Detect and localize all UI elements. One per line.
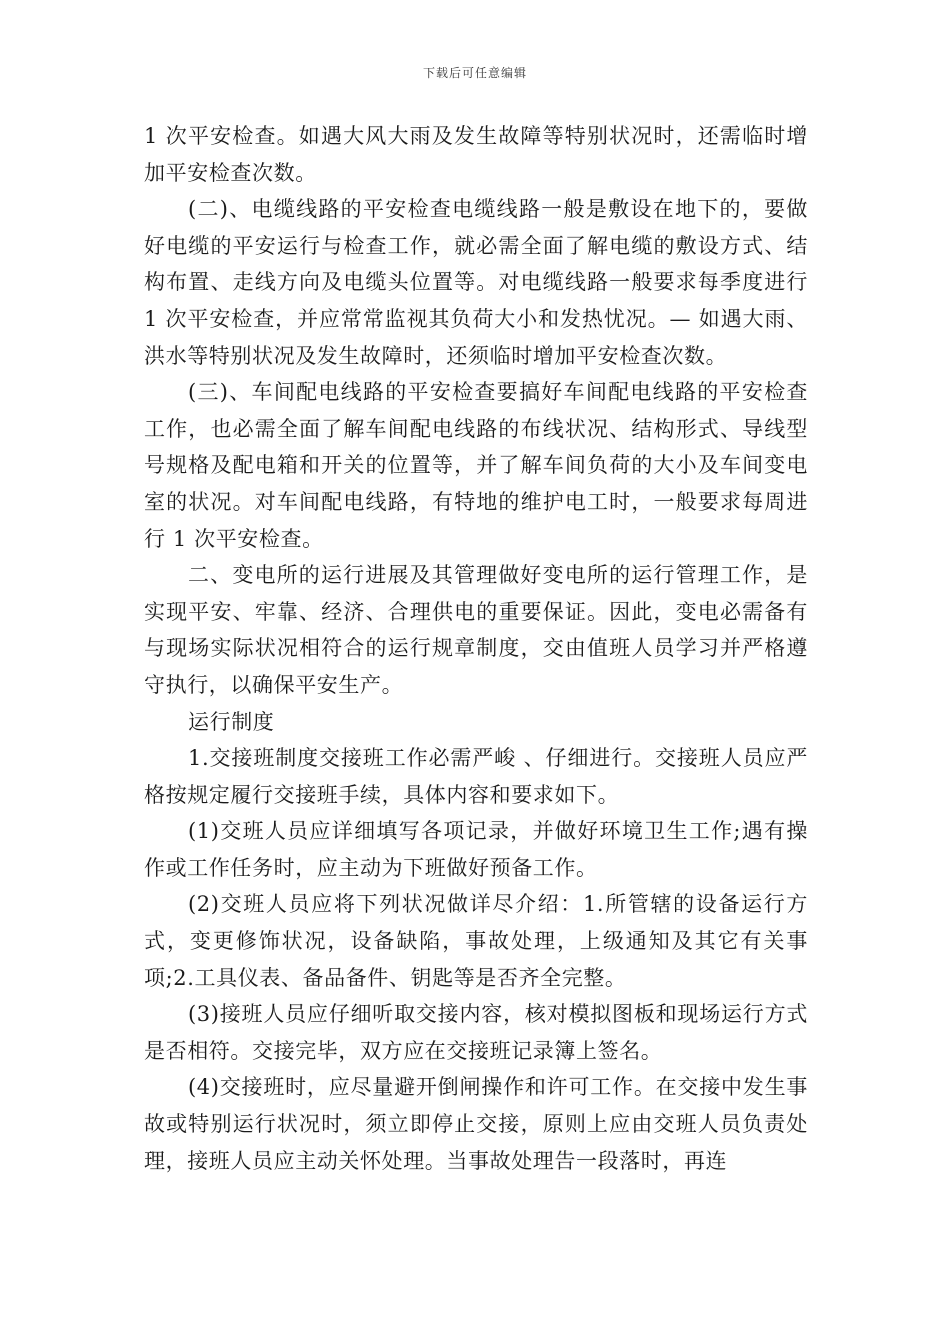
paragraph-4: 二、变电所的运行进展及其管理做好变电所的运行管理工作，是实现平安、牢靠、经济、合理供电的重要保证。因此，变电必需备有与现场实际状况相符合的运行规章制度，交由值班人员学习并严格遵守执行，以确保平安生产。 <box>144 563 808 697</box>
paragraph-1: 1 次平安检查。如遇大风大雨及发生故障等特别状况时，还需临时增加平安检查次数。 <box>144 124 808 185</box>
paragraph-2: (二)、电缆线路的平安检查电缆线路一般是敷设在地下的，要做好电缆的平安运行与检查工作，就必需全面了解电缆的敷设方式、结构布置、走线方向及电缆头位置等。对电缆线路一般要求每季度进行 1 次平安检查，并应常常监视其负荷大小和发热忧况。— 如遇大雨、洪水等特别状况及发生故障时，还须临时增加平安检查次数。 <box>144 197 808 368</box>
paragraph-9: (3)接班人员应仔细听取交接内容，核对模拟图板和现场运行方式是否相符。交接完毕，双方应在交接班记录簿上签名。 <box>144 1002 808 1063</box>
document-body <box>144 118 808 1179</box>
page-header: 下载后可任意编辑 <box>422 66 527 80</box>
paragraph-7: (1)交班人员应详细填写各项记录，并做好环境卫生工作;遇有操作或工作任务时，应主动为下班做好预备工作。 <box>144 819 808 880</box>
paragraph-10: (4)交接班时，应尽量避开倒闸操作和许可工作。在交接中发生事故或特别运行状况时，须立即停止交接，原则上应由交班人员负责处理，接班人员应主动关怀处理。当事故处理告一段落时，再连 <box>144 1075 808 1173</box>
section-heading-operation-rules: 运行制度 <box>188 709 275 734</box>
paragraph-8: (2)交班人员应将下列状况做详尽介绍：1.所管辖的设备运行方式，变更修饰状况，设备缺陷，事故处理，上级通知及其它有关事项;2.工具仪表、备品备件、钥匙等是否齐全完整。 <box>144 892 808 990</box>
paragraph-3: (三)、车间配电线路的平安检查要搞好车间配电线路的平安检查工作，也必需全面了解车间配电线路的布线状况、结构形式、导线型号规格及配电箱和开关的位置等，并了解车间负荷的大小及车间变电室的状况。对车间配电线路，有特地的维护电工时，一般要求每周进行 1 次平安检查。 <box>144 380 808 551</box>
paragraph-6: 1.交接班制度交接班工作必需严峻 、仔细进行。交接班人员应严格按规定履行交接班手续，具体内容和要求如下。 <box>144 746 808 807</box>
